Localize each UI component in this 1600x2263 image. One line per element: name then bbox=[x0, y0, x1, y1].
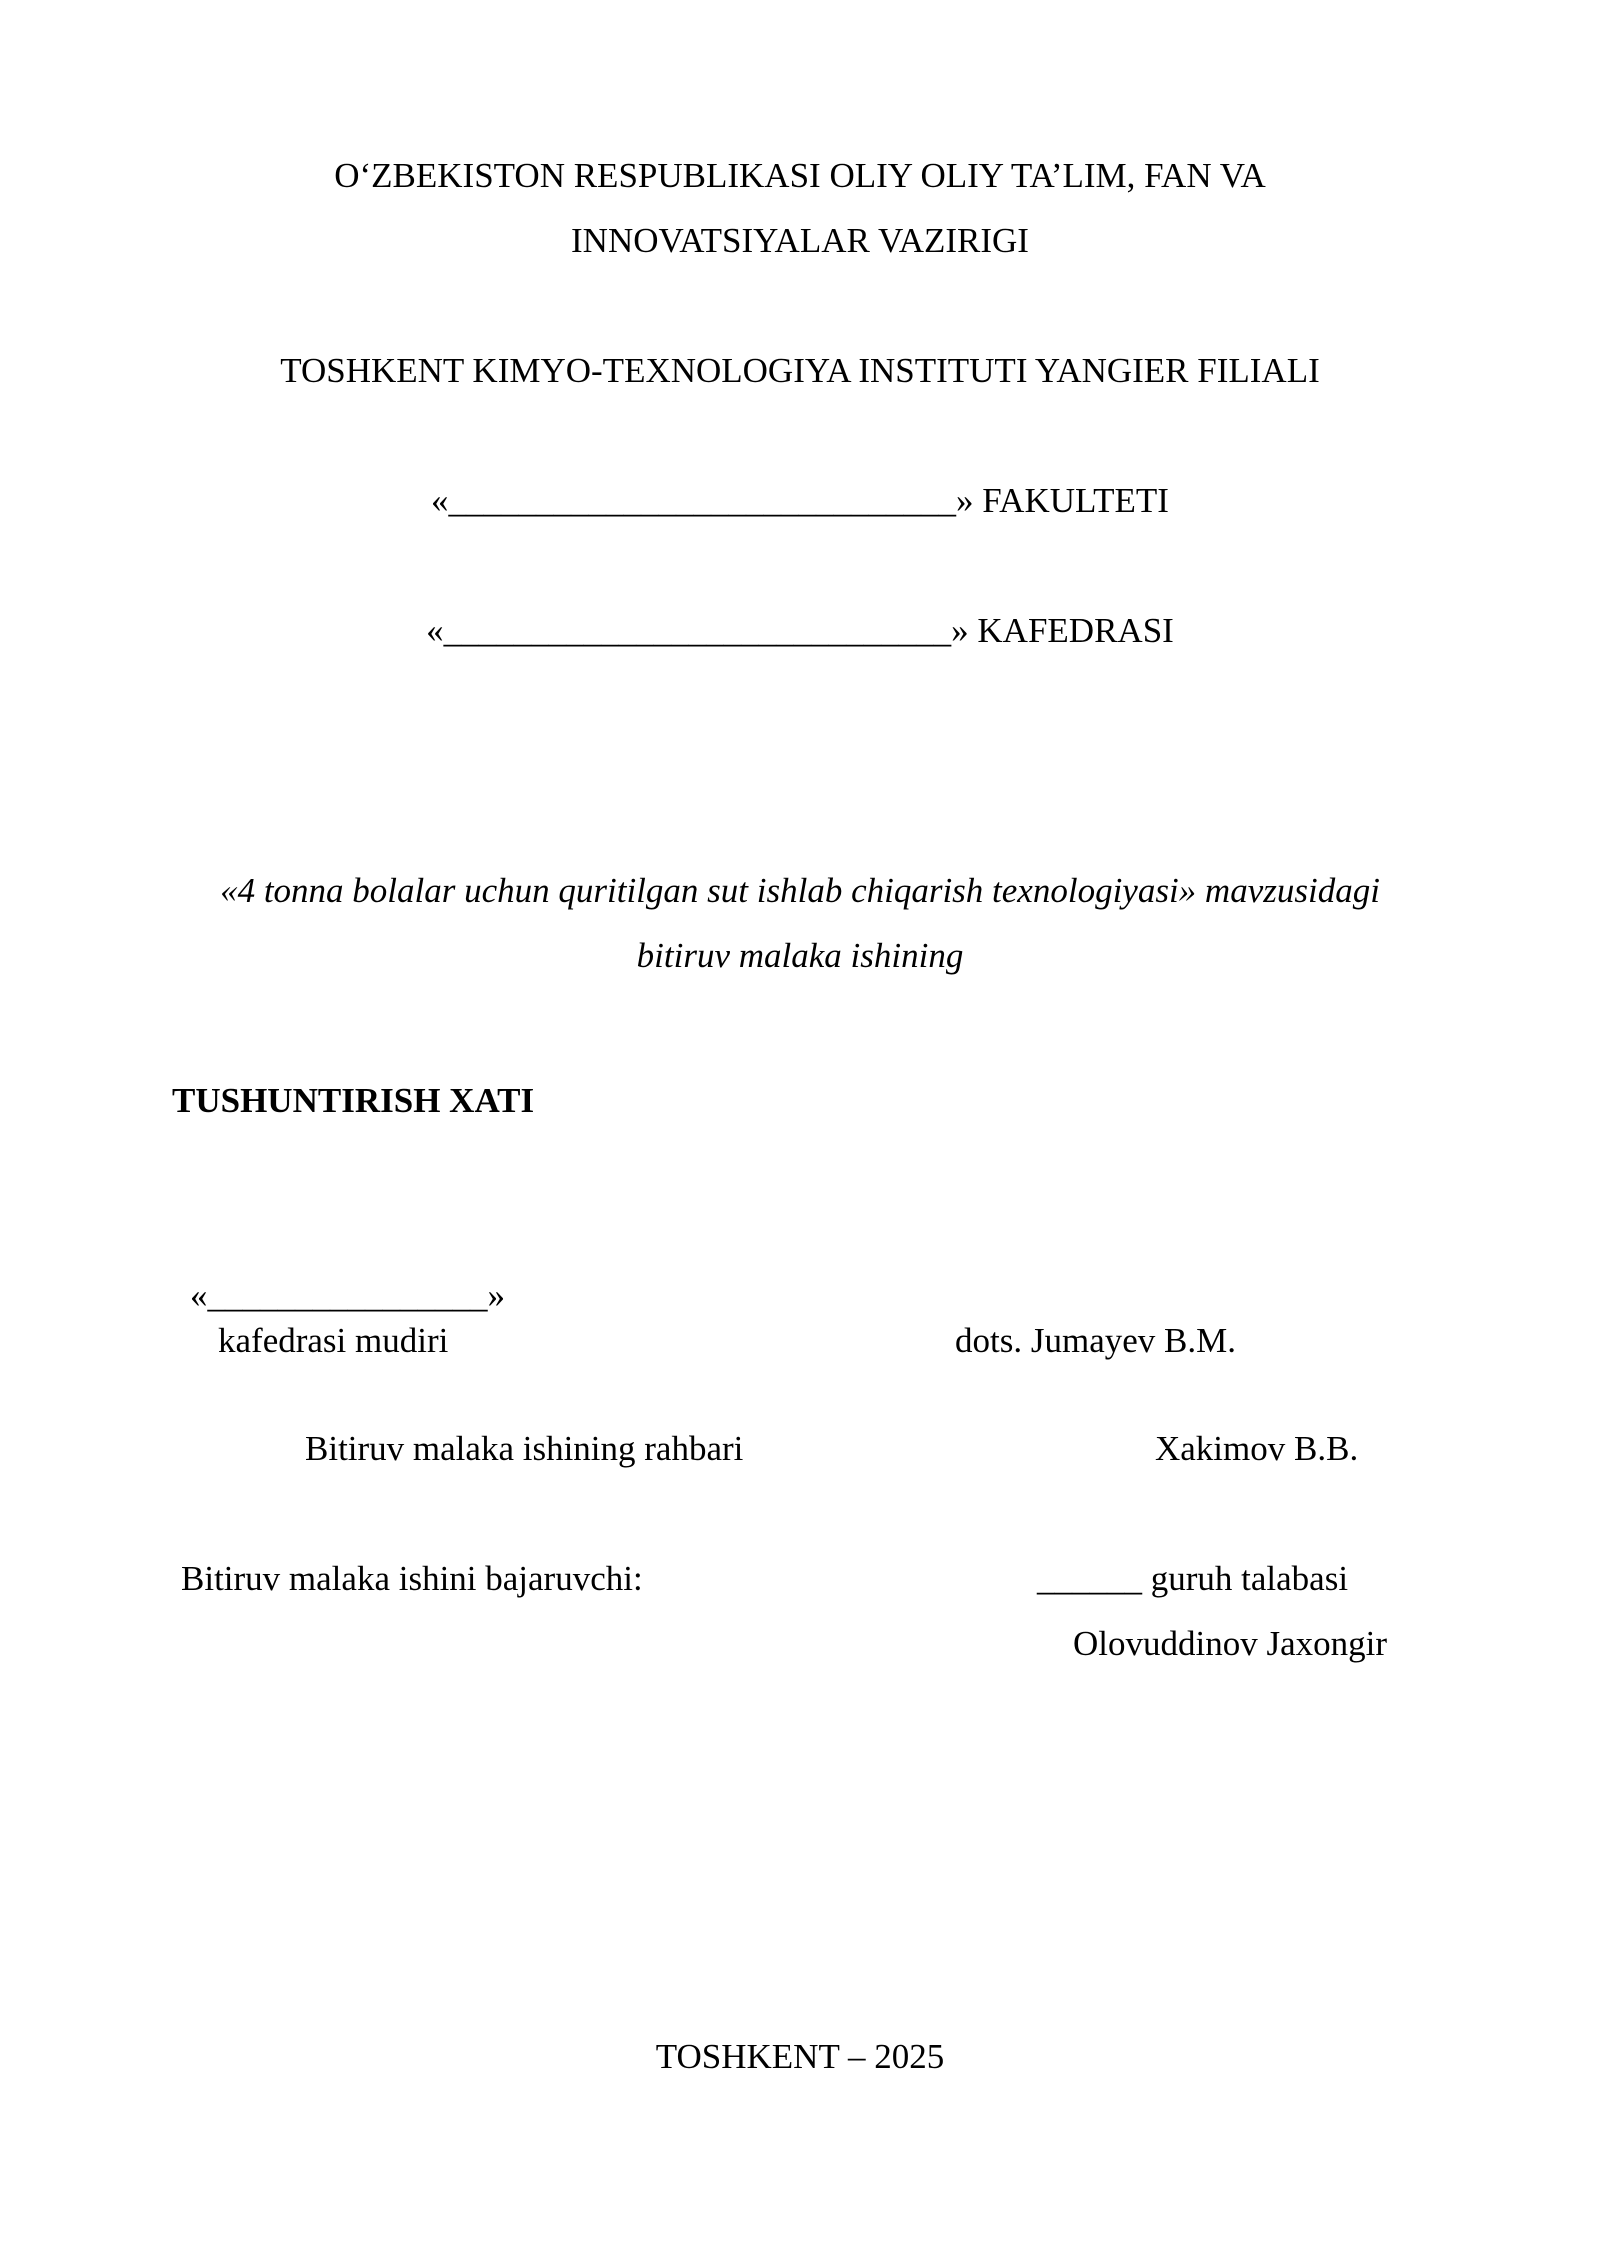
head-department-label: kafedrasi mudiri bbox=[218, 1321, 449, 1360]
head-department-name: dots. Jumayev B.M. bbox=[955, 1321, 1236, 1360]
ministry-line-2: INNOVATSIYALAR VAZIRIGI bbox=[571, 221, 1029, 260]
performer-label: Bitiruv malaka ishini bajaruvchi: bbox=[181, 1559, 643, 1598]
head-department-blank: «________________» bbox=[190, 1276, 505, 1315]
topic-line-2: bitiruv malaka ishining bbox=[636, 936, 964, 975]
performer-name: Olovuddinov Jaxongir bbox=[1073, 1624, 1388, 1663]
city-year: TOSHKENT – 2025 bbox=[655, 2037, 945, 2076]
performer-group: ______ guruh talabasi bbox=[1037, 1559, 1349, 1598]
faculty-line: «_____________________________» FAKULTETI bbox=[431, 481, 1169, 520]
supervisor-label: Bitiruv malaka ishining rahbari bbox=[305, 1429, 744, 1468]
topic-line-1: «4 tonna bolalar uchun quritilgan sut ishlab chiqarish texnologiyasi» mavzusidagi bbox=[220, 871, 1380, 910]
institute-name: TOSHKENT KIMYO-TEXNOLOGIYA INSTITUTI YANGIER FILIALI bbox=[280, 351, 1320, 390]
document-type-heading: TUSHUNTIRISH XATI bbox=[172, 1081, 535, 1120]
supervisor-name: Xakimov B.B. bbox=[1155, 1429, 1359, 1468]
ministry-line-1: O‘ZBEKISTON RESPUBLIKASI OLIY OLIY TA’LIM, FAN VA bbox=[334, 156, 1266, 195]
department-line: «_____________________________» KAFEDRASI bbox=[426, 611, 1174, 650]
